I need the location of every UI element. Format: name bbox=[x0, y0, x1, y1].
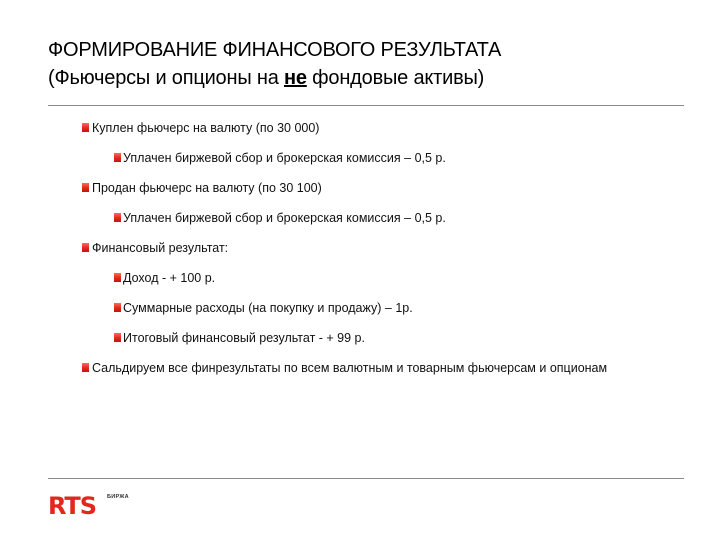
list-item-text: Уплачен биржевой сбор и брокерская комиссия – 0,5 р. bbox=[123, 211, 446, 225]
list-item-text: Сальдируем все финрезультаты по всем валютным и товарным фьючерсам и опционам bbox=[92, 361, 608, 375]
red-square-bullet-icon bbox=[82, 123, 89, 132]
title-line-2-end: фондовые активы) bbox=[306, 67, 485, 89]
title-line-2-start: (Фьючерсы и опционы на bbox=[48, 67, 284, 89]
list-item bbox=[0, 150, 720, 166]
rts-logo bbox=[48, 492, 148, 520]
red-square-bullet-icon bbox=[114, 333, 121, 342]
bottom-divider bbox=[48, 478, 684, 479]
list-item-text: Финансовый результат: bbox=[92, 241, 229, 255]
red-square-bullet-icon bbox=[82, 243, 89, 252]
list-item-text: Итоговый финансовый результат - + 99 р. bbox=[123, 331, 365, 345]
red-square-bullet-icon bbox=[82, 363, 89, 372]
title-line-2 bbox=[48, 64, 688, 92]
title-emphasis-word: не bbox=[283, 67, 307, 89]
red-square-bullet-icon bbox=[114, 153, 121, 162]
list-item bbox=[0, 360, 646, 376]
red-square-bullet-icon bbox=[114, 213, 121, 222]
list-item-text: Уплачен биржевой сбор и брокерская комиссия – 0,5 р. bbox=[123, 151, 446, 165]
bullet-list bbox=[0, 120, 720, 376]
top-divider bbox=[48, 105, 684, 106]
list-item bbox=[0, 330, 720, 346]
list-item-text: Куплен фьючерс на валюту (по 30 000) bbox=[92, 121, 320, 135]
red-square-bullet-icon bbox=[82, 183, 89, 192]
list-item bbox=[0, 240, 720, 256]
list-item bbox=[0, 300, 720, 316]
logo-mark: RTS bbox=[48, 492, 97, 520]
red-square-bullet-icon bbox=[114, 273, 121, 282]
list-item bbox=[0, 180, 720, 196]
red-square-bullet-icon bbox=[114, 303, 121, 312]
logo-caption: БИРЖА bbox=[107, 494, 129, 500]
title-line-1: ФОРМИРОВАНИЕ ФИНАНСОВОГО РЕЗУЛЬТАТА bbox=[48, 39, 502, 61]
list-item-text: Доход - + 100 р. bbox=[123, 271, 216, 285]
list-item bbox=[0, 210, 720, 226]
list-item bbox=[0, 120, 720, 136]
list-item-text: Продан фьючерс на валюту (по 30 100) bbox=[92, 181, 322, 195]
list-item-text: Суммарные расходы (на покупку и продажу) – 1р. bbox=[123, 301, 413, 315]
list-item bbox=[0, 270, 720, 286]
slide-title bbox=[48, 36, 688, 92]
